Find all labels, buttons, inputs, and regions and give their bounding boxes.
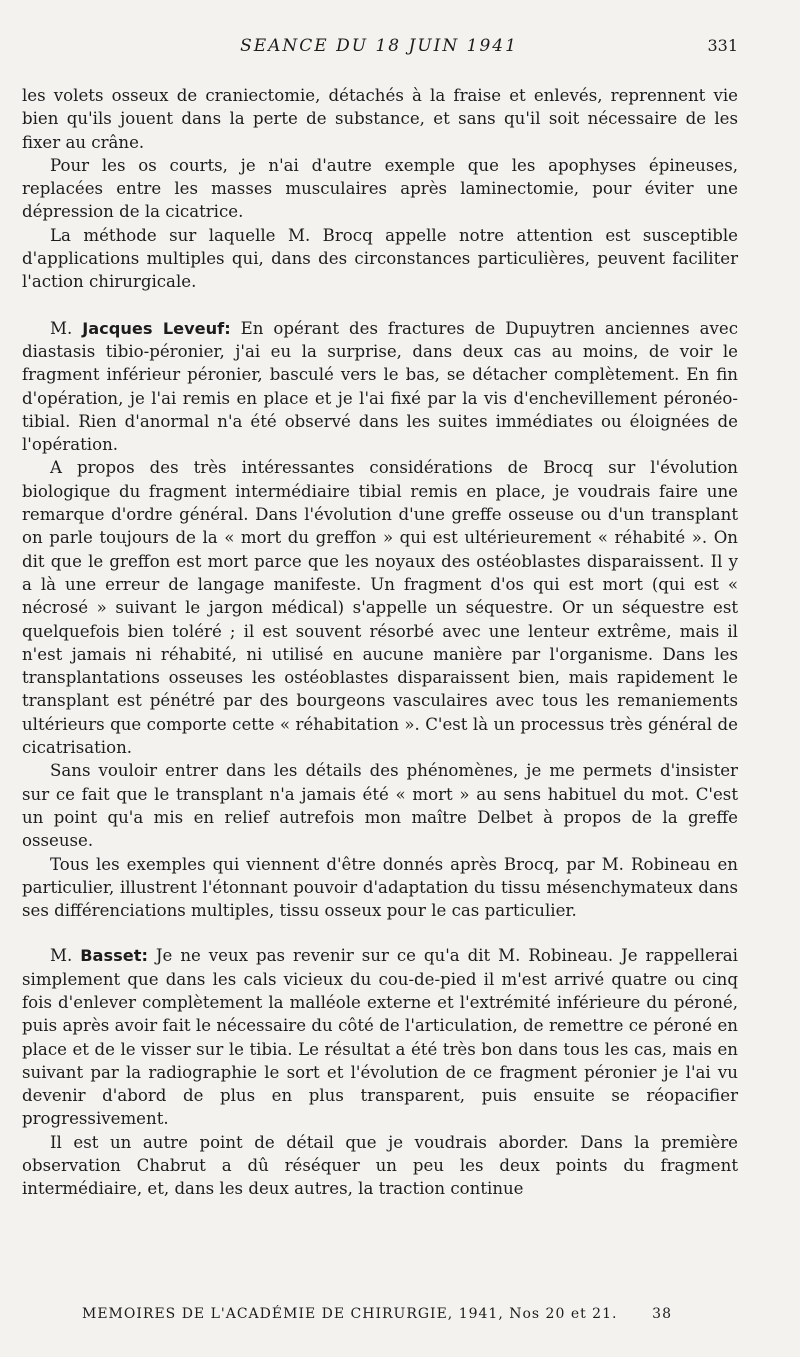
speaker-prefix: M. [50,946,73,966]
paragraph-text: Je ne veux pas revenir sur ce qu'a dit M. Robineau. Je rappellerai simplement que dans les cals vicieux du cou-de-pied il m'est arrivé quatre ou cinq fois d'enlever complètement la malléole externe et l'extrémité inférieure du péroné, puis après avoir fait le nécessaire du côté de l'articulation, de remettre ce péroné en place et de le visser sur le tibia. Le résultat a été très bon dans tous les cas, mais en suivant par la radiographie le sort et l'évolution de ce fragment péronier je l'ai vu devenir d'abord de plus en plus transparent, puis ensuite se réopacifier progressivement. [22,946,738,1129]
speaker-paragraph-leveuf [22,317,738,457]
paragraph: Il est un autre point de détail que je voudrais aborder. Dans la première observation Chabrut a dû réséquer un peu les deux points du fragment intermédiaire, et, dans les deux autres, la traction continue [22,1132,738,1199]
paragraph: les volets osseux de craniectomie, détachés à la fraise et enlevés, reprennent vie bien qu'ils jouent dans la perte de substance, et sans qu'il soit nécessaire de les fixer au crâne. [22,86,738,152]
running-head [20,36,738,62]
footer-signature: 38 [652,1306,672,1322]
speaker-name: Basset: [80,946,148,966]
paragraph: La méthode sur laquelle M. Brocq appelle notre attention est susceptible d'applications multiples qui, dans des circonstances particulières, peuvent faciliter l'action chirurgicale. [22,225,738,292]
paragraph: A propos des très intéressantes considérations de Brocq sur l'évolution biologique du fragment intermédiaire tibial remis en place, je voudrais faire une remarque d'ordre général. Dans l'évolution d'une greffe osseuse ou d'un transplant on parle toujours de la « mort du greffon » qui est ultérieurement « réhabité ». On dit que le greffon est mort parce que les noyaux des ostéoblastes disparaissent. Il y a là une erreur de langage manifeste. Un fragment d'os qui est mort (qui est « nécrosé » suivant le jargon médical) s'appelle un séquestre. Or un séquestre est quelquefois bien toléré ; il est souvent résorbé avec une lenteur extrême, mais il n'est jamais ni réhabité, ni utilisé en aucune manière par l'organisme. Dans les transplantations osseuses les ostéoblastes disparaissent bien, mais rapidement le transplant est pénétré par des bourgeons vasculaires avec tous les remaniements ultérieurs que comporte cette « réhabitation ». C'est là un processus très général de cicatrisation. [22,458,738,758]
paragraph: Sans vouloir entrer dans les détails des phénomènes, je me permets d'insister sur ce fait que le transplant n'a jamais été « mort » au sens habituel du mot. C'est un point qu'a mis en relief autrefois mon maître Delbet à propos de la greffe osseuse. [22,761,738,851]
footer-journal: MEMOIRES DE L'ACADÉMIE DE CHIRURGIE, 1941, Nos 20 et 21. [82,1306,618,1322]
paragraph-text: En opérant des fractures de Dupuytren anciennes avec diastasis tibio-péronier, j'ai eu la surprise, dans deux cas au moins, de voir le fragment inférieur péronier, basculé vers le bas, se détacher complètement. En fin d'opération, je l'ai remis en place et je l'ai fixé par la vis d'enchevillement péronéo-tibial. Rien d'anormal n'a été observé dans les suites immédiates ou éloignées de l'opération. [22,318,738,455]
page-footer [82,1306,672,1328]
speaker-paragraph-basset [22,944,738,1130]
running-head-title: SEANCE DU 18 JUIN 1941 [240,36,518,56]
body-text [22,84,738,1201]
paragraph: Pour les os courts, je n'ai d'autre exemple que les apophyses épineuses, replacées entre les masses musculaires après laminectomie, pour éviter une dépression de la cicatrice. [22,155,738,222]
paragraph: Tous les exemples qui viennent d'être donnés après Brocq, par M. Robineau en particulier, illustrent l'étonnant pouvoir d'adaptation du tissu mésenchymateux dans ses différenciations multiples, tissu osseux pour le cas particulier. [22,854,738,921]
speaker-name: Jacques Leveuf: [82,318,231,338]
page-number: 331 [707,36,738,55]
speaker-prefix: M. [50,318,73,338]
